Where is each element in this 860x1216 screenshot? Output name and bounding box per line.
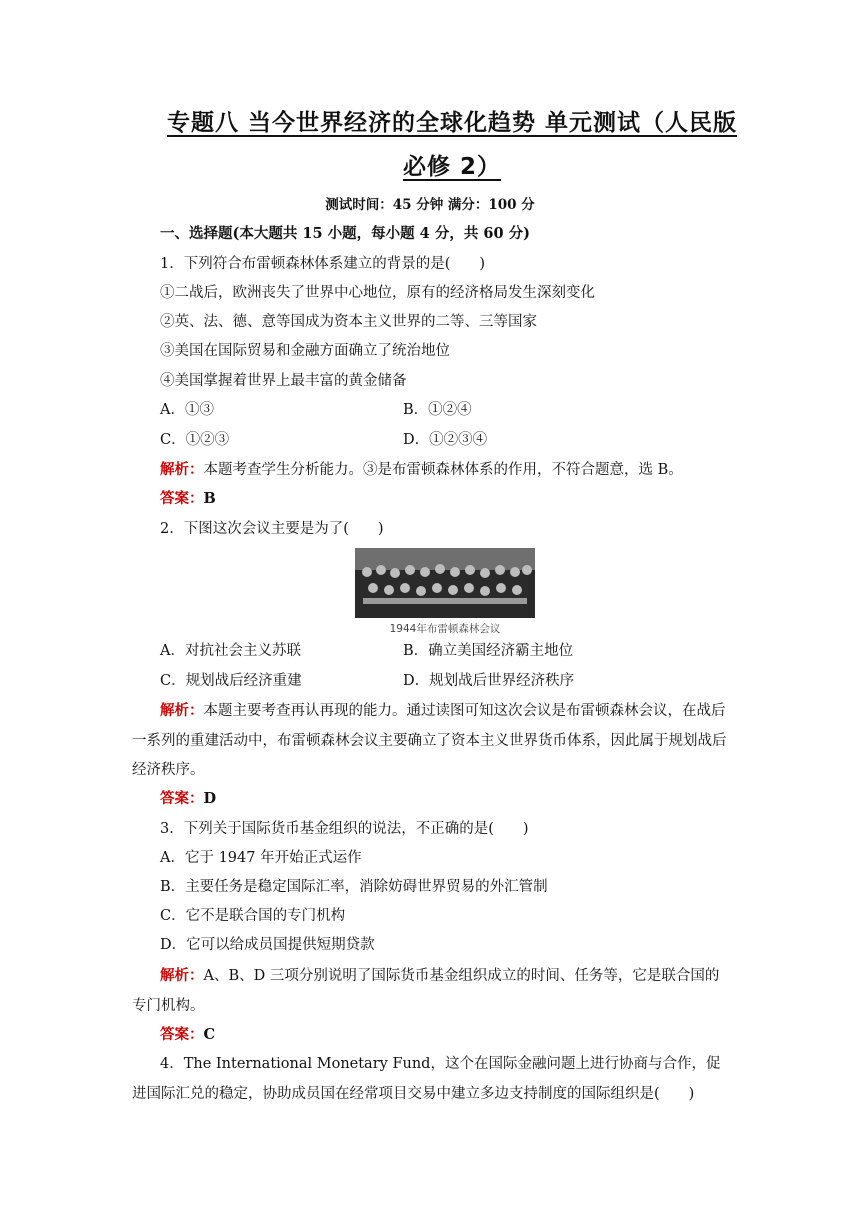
q2-option-b: B．确立美国经济霸主地位 xyxy=(403,643,574,659)
answer-value: C xyxy=(203,1026,216,1043)
analysis-text: 本题主要考查再认再现的能力。通过读图可知这次会议是布雷顿森林会议，在战后一系列的重建活动中，布雷顿森林会议主要确立了资本主义世界货币体系，因此属于规划战后经济秩序。 xyxy=(132,703,727,778)
analysis-label: 解析： xyxy=(160,702,204,719)
q3-analysis xyxy=(132,961,732,1021)
photo-caption: 1944年布雷顿森林会议 xyxy=(389,623,501,635)
q3-option-a: A．它于 1947 年开始正式运作 xyxy=(160,850,362,866)
analysis-text: A、B、D 三项分别说明了国际货币基金组织成立的时间、任务等，它是联合国的专门机构。 xyxy=(132,968,720,1014)
answer-value: B xyxy=(203,490,216,507)
q1-stem: 1．下列符合布雷顿森林体系建立的背景的是( ) xyxy=(160,256,486,272)
analysis-label: 解析： xyxy=(160,967,204,984)
q1-item-4: ④美国掌握着世界上最丰富的黄金储备 xyxy=(160,373,407,389)
analysis-text: 本题考查学生分析能力。③是布雷顿森林体系的作用，不符合题意，选 B。 xyxy=(203,462,683,478)
q1-option-c: C．①②③ xyxy=(160,432,230,448)
analysis-label: 解析： xyxy=(160,461,204,478)
q3-stem: 3．下列关于国际货币基金组织的说法，不正确的是( ) xyxy=(160,821,529,837)
q2-option-d: D．规划战后世界经济秩序 xyxy=(403,673,575,689)
answer-label: 答案： xyxy=(160,1026,204,1043)
q2-analysis xyxy=(132,696,732,786)
answer-label: 答案： xyxy=(160,790,204,807)
q1-option-a: A．①③ xyxy=(160,402,214,418)
q2-answer xyxy=(160,789,216,809)
q3-option-b: B．主要任务是稳定国际汇率，消除妨碍世界贸易的外汇管制 xyxy=(160,879,548,895)
conference-photo xyxy=(355,548,535,618)
q1-analysis xyxy=(160,460,683,480)
q1-answer xyxy=(160,489,216,509)
answer-value: D xyxy=(203,790,217,807)
q3-option-d: D．它可以给成员国提供短期贷款 xyxy=(160,937,375,953)
test-meta: 测试时间：45 分钟 满分：100 分 xyxy=(325,197,535,213)
q3-answer xyxy=(160,1025,215,1045)
document-title-line-1: 专题八 当今世界经济的全球化趋势 单元测试（人民版 xyxy=(166,110,737,136)
q1-option-b: B．①②④ xyxy=(403,402,472,418)
q1-item-2: ②英、法、德、意等国成为资本主义世界的二等、三等国家 xyxy=(160,314,537,330)
q1-option-d: D．①②③④ xyxy=(403,432,488,448)
q4-stem: 4．The International Monetary Fund，这个在国际金融问题上进行协商与合作，促进国际汇兑的稳定，协助成员国在经常项目交易中建立多边支持制度的国际组织是( ) xyxy=(132,1056,721,1102)
q1-item-3: ③美国在国际贸易和金融方面确立了统治地位 xyxy=(160,343,450,359)
conference-photo-figure xyxy=(355,548,535,636)
q2-stem: 2．下图这次会议主要是为了( ) xyxy=(160,521,384,537)
q2-option-c: C．规划战后经济重建 xyxy=(160,673,302,689)
document-title-line-2: 必修 2） xyxy=(402,154,501,180)
q3-option-c: C．它不是联合国的专门机构 xyxy=(160,908,346,924)
section-heading: 一、选择题(本大题共 15 小题，每小题 4 分，共 60 分) xyxy=(160,225,530,242)
answer-label: 答案： xyxy=(160,490,204,507)
q2-option-a: A．对抗社会主义苏联 xyxy=(160,643,301,659)
q1-item-1: ①二战后，欧洲丧失了世界中心地位，原有的经济格局发生深刻变化 xyxy=(160,285,595,301)
